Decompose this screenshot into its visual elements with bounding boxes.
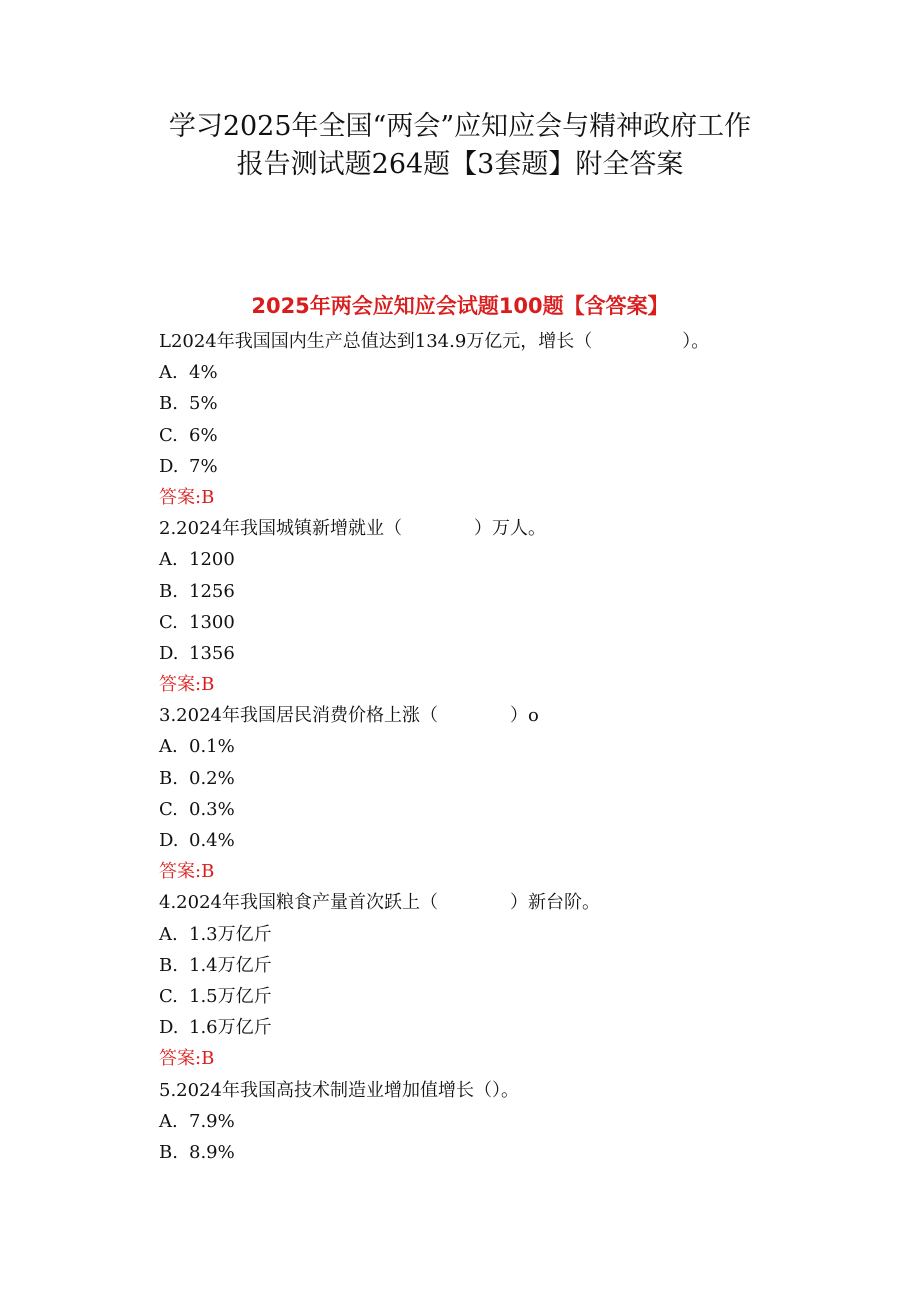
option-text: 0.1% (189, 736, 235, 758)
option-letter: D. (159, 455, 179, 477)
option-letter: B. (159, 954, 178, 976)
question-4 (159, 887, 859, 1074)
question-stem: 2.2024年我国城镇新增就业（ ）万人。 (159, 518, 546, 540)
option-d (159, 825, 859, 856)
option-text: 0.4% (189, 830, 235, 851)
option-a (159, 1106, 859, 1137)
option-c (159, 607, 859, 638)
option-text: 4% (189, 362, 218, 384)
option-letter: B. (159, 767, 178, 789)
document-title (60, 108, 860, 184)
question-stem: 4.2024年我国粮食产量首次跃上（ ）新台阶。 (159, 892, 600, 914)
option-b (159, 950, 859, 981)
option-letter: B. (159, 393, 178, 415)
option-letter: D. (159, 1017, 179, 1039)
option-a (159, 919, 859, 950)
document-title-line-1: 学习2025年全国“两会”应知应会与精神政府工作 (168, 111, 752, 142)
option-text: 5% (189, 393, 218, 415)
question-3 (159, 700, 859, 887)
option-text: 0.2% (189, 767, 235, 789)
option-text: 8.9% (189, 1141, 235, 1163)
document-title-line-2: 报告测试题264题【3套题】附全答案 (236, 149, 684, 180)
option-text: 1.5万亿斤 (189, 985, 272, 1007)
option-text: 1256 (189, 580, 235, 602)
option-text: 7% (189, 455, 218, 477)
option-b (159, 576, 859, 607)
answer-line: 答案:B (159, 861, 215, 883)
option-d (159, 451, 859, 482)
option-text: 1300 (189, 611, 235, 633)
option-text: 1200 (189, 549, 235, 571)
option-d (159, 638, 859, 669)
option-text: 7.9% (189, 1110, 235, 1132)
question-stem: 5.2024年我国高技术制造业增加值增长（）。 (159, 1079, 519, 1101)
option-letter: A. (159, 736, 178, 758)
option-text: 6% (189, 424, 218, 446)
option-text: 1.3万亿斤 (189, 923, 272, 945)
option-b (159, 763, 859, 794)
question-stem: 3.2024年我国居民消费价格上涨（ ）o (159, 705, 539, 727)
option-text: 1.6万亿斤 (189, 1017, 272, 1039)
answer-line: 答案:B (159, 1048, 215, 1070)
option-letter: C. (159, 611, 178, 633)
section-title: 2025年两会应知应会试题100题【含答案】 (251, 294, 669, 318)
option-a (159, 357, 859, 388)
option-b (159, 388, 859, 419)
option-a (159, 731, 859, 762)
option-letter: A. (159, 362, 178, 384)
option-letter: D. (159, 830, 179, 851)
option-letter: A. (159, 1110, 178, 1132)
option-c (159, 981, 859, 1012)
option-c (159, 794, 859, 825)
option-letter: C. (159, 798, 178, 820)
option-b (159, 1137, 859, 1168)
option-letter: D. (159, 642, 179, 664)
option-letter: B. (159, 1141, 178, 1163)
option-letter: A. (159, 923, 178, 945)
question-2 (159, 513, 859, 700)
option-letter: C. (159, 985, 178, 1007)
option-letter: B. (159, 580, 178, 602)
option-a (159, 544, 859, 575)
question-5 (159, 1075, 859, 1169)
option-text: 1356 (189, 642, 235, 664)
answer-line: 答案:B (159, 674, 215, 696)
answer-line: 答案:B (159, 486, 215, 508)
option-c (159, 420, 859, 451)
option-letter: C. (159, 424, 178, 446)
option-letter: A. (159, 549, 178, 571)
question-1 (159, 326, 859, 513)
question-list (159, 326, 859, 1168)
question-stem: L2024年我国国内生产总值达到134.9万亿元，增长（ ）。 (159, 331, 710, 352)
option-text: 1.4万亿斤 (189, 954, 272, 976)
option-d (159, 1012, 859, 1043)
option-text: 0.3% (189, 798, 235, 820)
